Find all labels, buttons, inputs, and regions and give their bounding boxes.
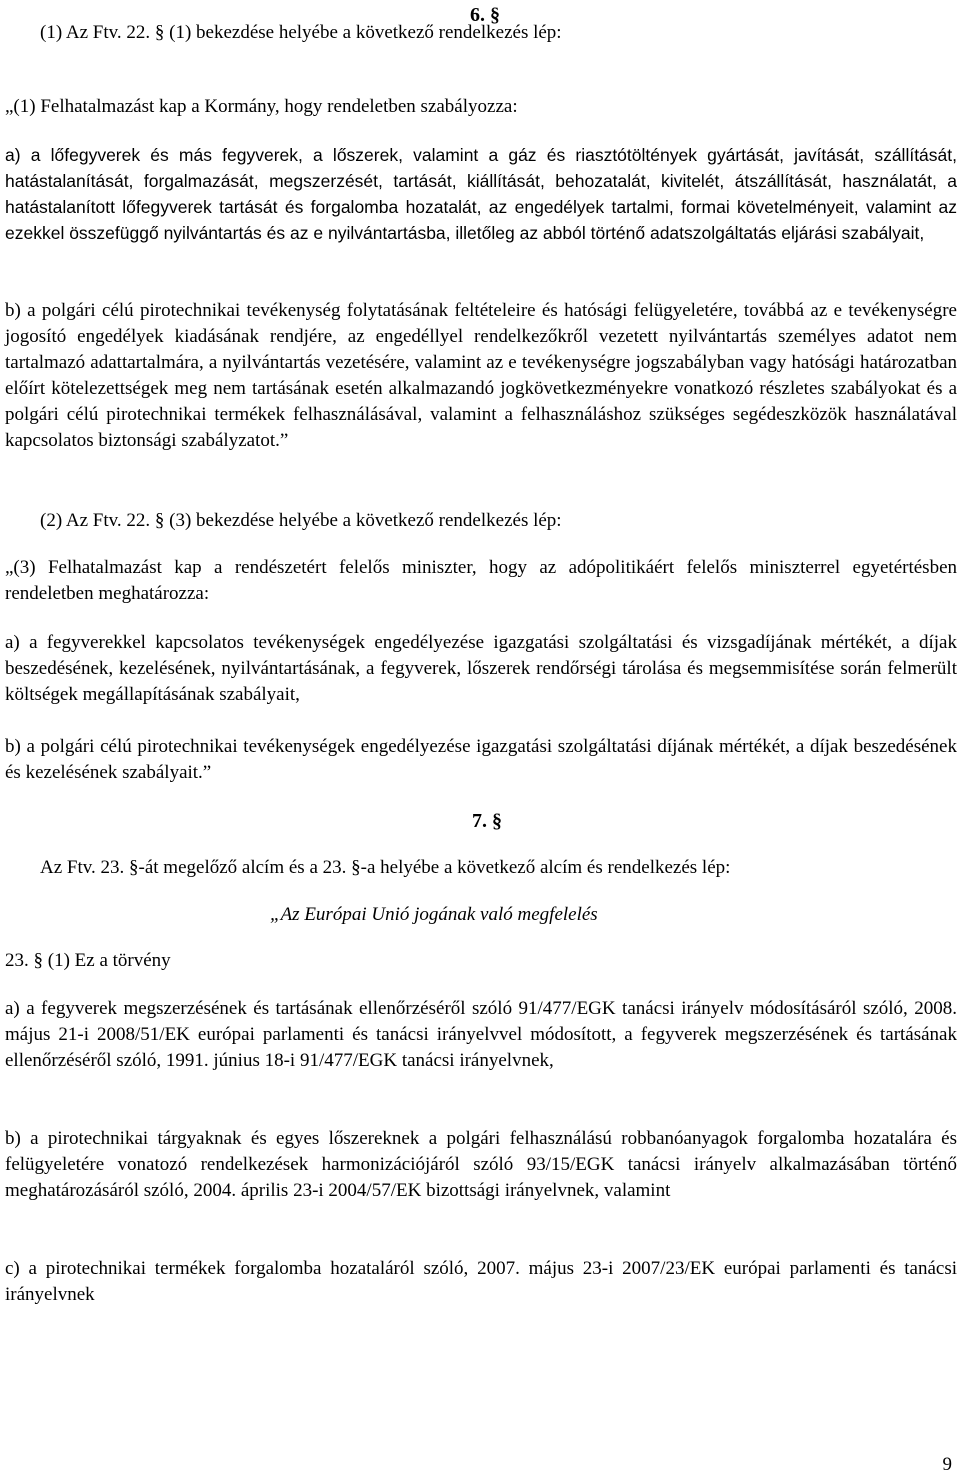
paragraph-3-point-b: b) a pirotechnikai tárgyaknak és egyes lőszereknek a polgári felhasználású robbanóanyagok forgalomba hozatalára és felügyeletére vonatozó rendelkezések harmonizációjáról szóló 93/15/EGK tanácsi irányelv alkalmazásában történő meghatározásáról szóló, 2004. április 23-i 2004/57/EK bizottsági irányelvnek, valamint [5, 1128, 957, 1201]
page-number: 9 [942, 1454, 952, 1475]
paragraph-1-point-b: b) a polgári célú pirotechnikai tevékenység folytatásának feltételeire és hatósági felügyeletére, továbbá az e tevékenységre jogosító engedélyek kiadásának rendjére, az engedéllyel rendelkezőkről vezetett nyilvántartás személyes adatot nem tartalmazó adattartalmára, a nyilvántartás vezetésére, valamint az e tevékenységre jogszabályban vagy hatósági határozatban előírt kötelezettségek meg nem tartásának esetén alkalmazandó jogkövetkezményekre vonatkozó részletes szabályokat és a polgári célú pirotechnikai termékek felhasználásával, valamint a felhasználáshoz szükséges segédeszközök használatával kapcsolatos biztonsági szabályzatot.” [5, 300, 957, 451]
paragraph-1-quote: „(1) Felhatalmazást kap a Kormány, hogy rendeletben szabályozza: [5, 96, 518, 117]
paragraph-1-point-a: a) a lőfegyverek és más fegyverek, a lőszerek, valamint a gáz és riasztótöltények gyártását, javítását, szállítását, hatástalanítását, forgalmazását, megszerzését, tartását, kiállítását, behozatalát, kivitelét, átszállítását, használatát, a hatástalanított lőfegyverek tartását és forgalomba hozatalát, az engedélyek tartalmi, formai követelményeit, valamint az ezekkel összefüggő nyilvántartás és az e nyilvántartásba, illetőleg az abból történő adatszolgáltatás eljárási szabályait, [5, 145, 957, 243]
paragraph-3-lead: 23. § (1) Ez a törvény [5, 950, 171, 971]
paragraph-2-intro: (2) Az Ftv. 22. § (3) bekezdése helyébe a következő rendelkezés lép: [40, 510, 562, 531]
paragraph-3-point-c: c) a pirotechnikai termékek forgalomba hozataláról szóló, 2007. május 23-i 2007/23/EK európai parlamenti és tanácsi irányelvnek [5, 1258, 957, 1305]
paragraph-3-point-a: a) a fegyverek megszerzésének és tartásának ellenőrzéséről szóló 91/477/EGK tanácsi irányelv módosításáról szóló, 2008. május 21-i 2008/51/EK európai parlamenti és tanácsi irányelvvel módosított, a fegyverek megszerzésének és tartásának ellenőrzéséről szóló, 1991. június 18-i 91/477/EGK tanácsi irányelvnek, [5, 998, 957, 1071]
paragraph-2-point-b: b) a polgári célú pirotechnikai tevékenységek engedélyezése igazgatási szolgáltatási díjának mértékét, a díjak beszedésének és kezelésének szabályait.” [5, 736, 957, 783]
paragraph-1-intro: (1) Az Ftv. 22. § (1) bekezdése helyébe a következő rendelkezés lép: [40, 22, 562, 43]
section-7-heading: 7. § [472, 810, 502, 832]
paragraph-3-intro: Az Ftv. 23. §-át megelőző alcím és a 23. §-a helyébe a következő alcím és rendelkezés lép: [40, 857, 731, 878]
section-6-heading: 6. § [470, 4, 500, 26]
subtitle-eu-compliance: „Az Európai Unió jogának való megfelelés [270, 904, 598, 925]
paragraph-2-quote: „(3) Felhatalmazást kap a rendészetért felelős miniszter, hogy az adópolitikáért felelős miniszterrel egyetértésben rendeletben meghatározza: [5, 557, 957, 604]
paragraph-2-point-a: a) a fegyverekkel kapcsolatos tevékenységek engedélyezése igazgatási szolgáltatási és vizsgadíjának mértékét, a díjak beszedésének, kezelésének, nyilvántartásának, a fegyverek, lőszerek rendőrségi tárolása és megsemmisítése során felmerült költségek megállapításának szabályait, [5, 632, 957, 705]
